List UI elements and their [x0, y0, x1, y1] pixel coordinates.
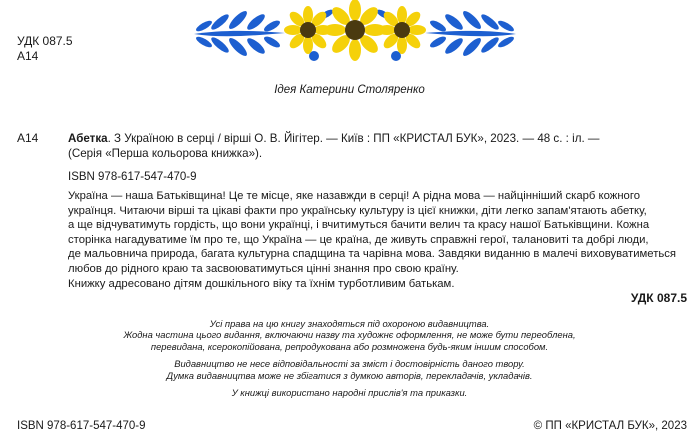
idea-credit: Ідея Катерини Столяренко [274, 84, 425, 96]
annotation-audience: Книжку адресовано дітям дошкільного віку та їхнім турботливим батькам. [68, 277, 455, 290]
annotation-line: а ще відчуватимуть гордість, що вони українці, і вчитимуться бачити велич та красу нашої Батьківщини. Кожна [68, 219, 650, 232]
rights-notice [0, 318, 699, 398]
floral-ornament [190, 0, 520, 72]
annotation-line: Україна — наша Батьківщина! Це те місце, яке назавжди в серці! А рідна мова — найцінніший скарб кожного [68, 190, 640, 202]
rights-line: Думка видавництва може не збігатися з думкою авторів, перекладачів, укладачів. [166, 369, 533, 381]
annotation-line: сторінка нагадуватиме їм про те, що Україна — це країна, де живуть справжні герої, талановиті та добрі люди, [68, 233, 649, 246]
rights-line: У книжці використано народні прислів'я та приказки. [231, 387, 468, 399]
author-mark: А14 [17, 131, 39, 145]
bibliographic-record [68, 131, 690, 161]
udk-header [17, 34, 73, 64]
rights-line: Жодна частина цього видання, включаючи назву та художнє оформлення, не може бути переоблена, [123, 329, 576, 341]
isbn-footer: ISBN 978-617-547-470-9 [17, 420, 146, 432]
annotation-line: українця. Читаючи вірші та цікаві факти про українську культуру із цієї книжки, діти легко запам'ятають абетку, [68, 204, 647, 217]
annotation-line: де мальовнича природа, багата культурна спадщина та чарівна мова. Завдяки виданню в малечі виховуватиметься [68, 248, 677, 261]
author-mark-top: А14 [17, 49, 39, 63]
rights-line: Усі права на цю книгу знаходяться під охороною видавництва. [209, 318, 490, 329]
annotation-line: любов до рідного краю та засвоюватимуться цінні знання про свою країну. [68, 262, 459, 275]
isbn-record: ISBN 978-617-547-470-9 [68, 171, 197, 183]
book-title: Абетка [68, 132, 108, 145]
rights-line: Видавництво не несе відповідальності за зміст і достовірність даного твору. [174, 358, 525, 370]
udk-code-right: УДК 087.5 [630, 291, 687, 305]
annotation [68, 189, 690, 291]
udk-code: УДК 087.5 [17, 34, 73, 48]
bib-line-2: (Серія «Перша кольорова книжка»). [68, 147, 263, 160]
bib-line-1: . З Україною в серці / вірші О. В. Йігітер. — Київ : ПП «КРИСТАЛ БУК», 2023. — 48 с. : іл. — [107, 132, 600, 145]
copyright-footer: © ПП «КРИСТАЛ БУК», 2023 [533, 420, 687, 432]
rights-line: перевидана, ксерокопійована, репродукована або розмножена будь-яким іншим способом. [150, 340, 549, 352]
